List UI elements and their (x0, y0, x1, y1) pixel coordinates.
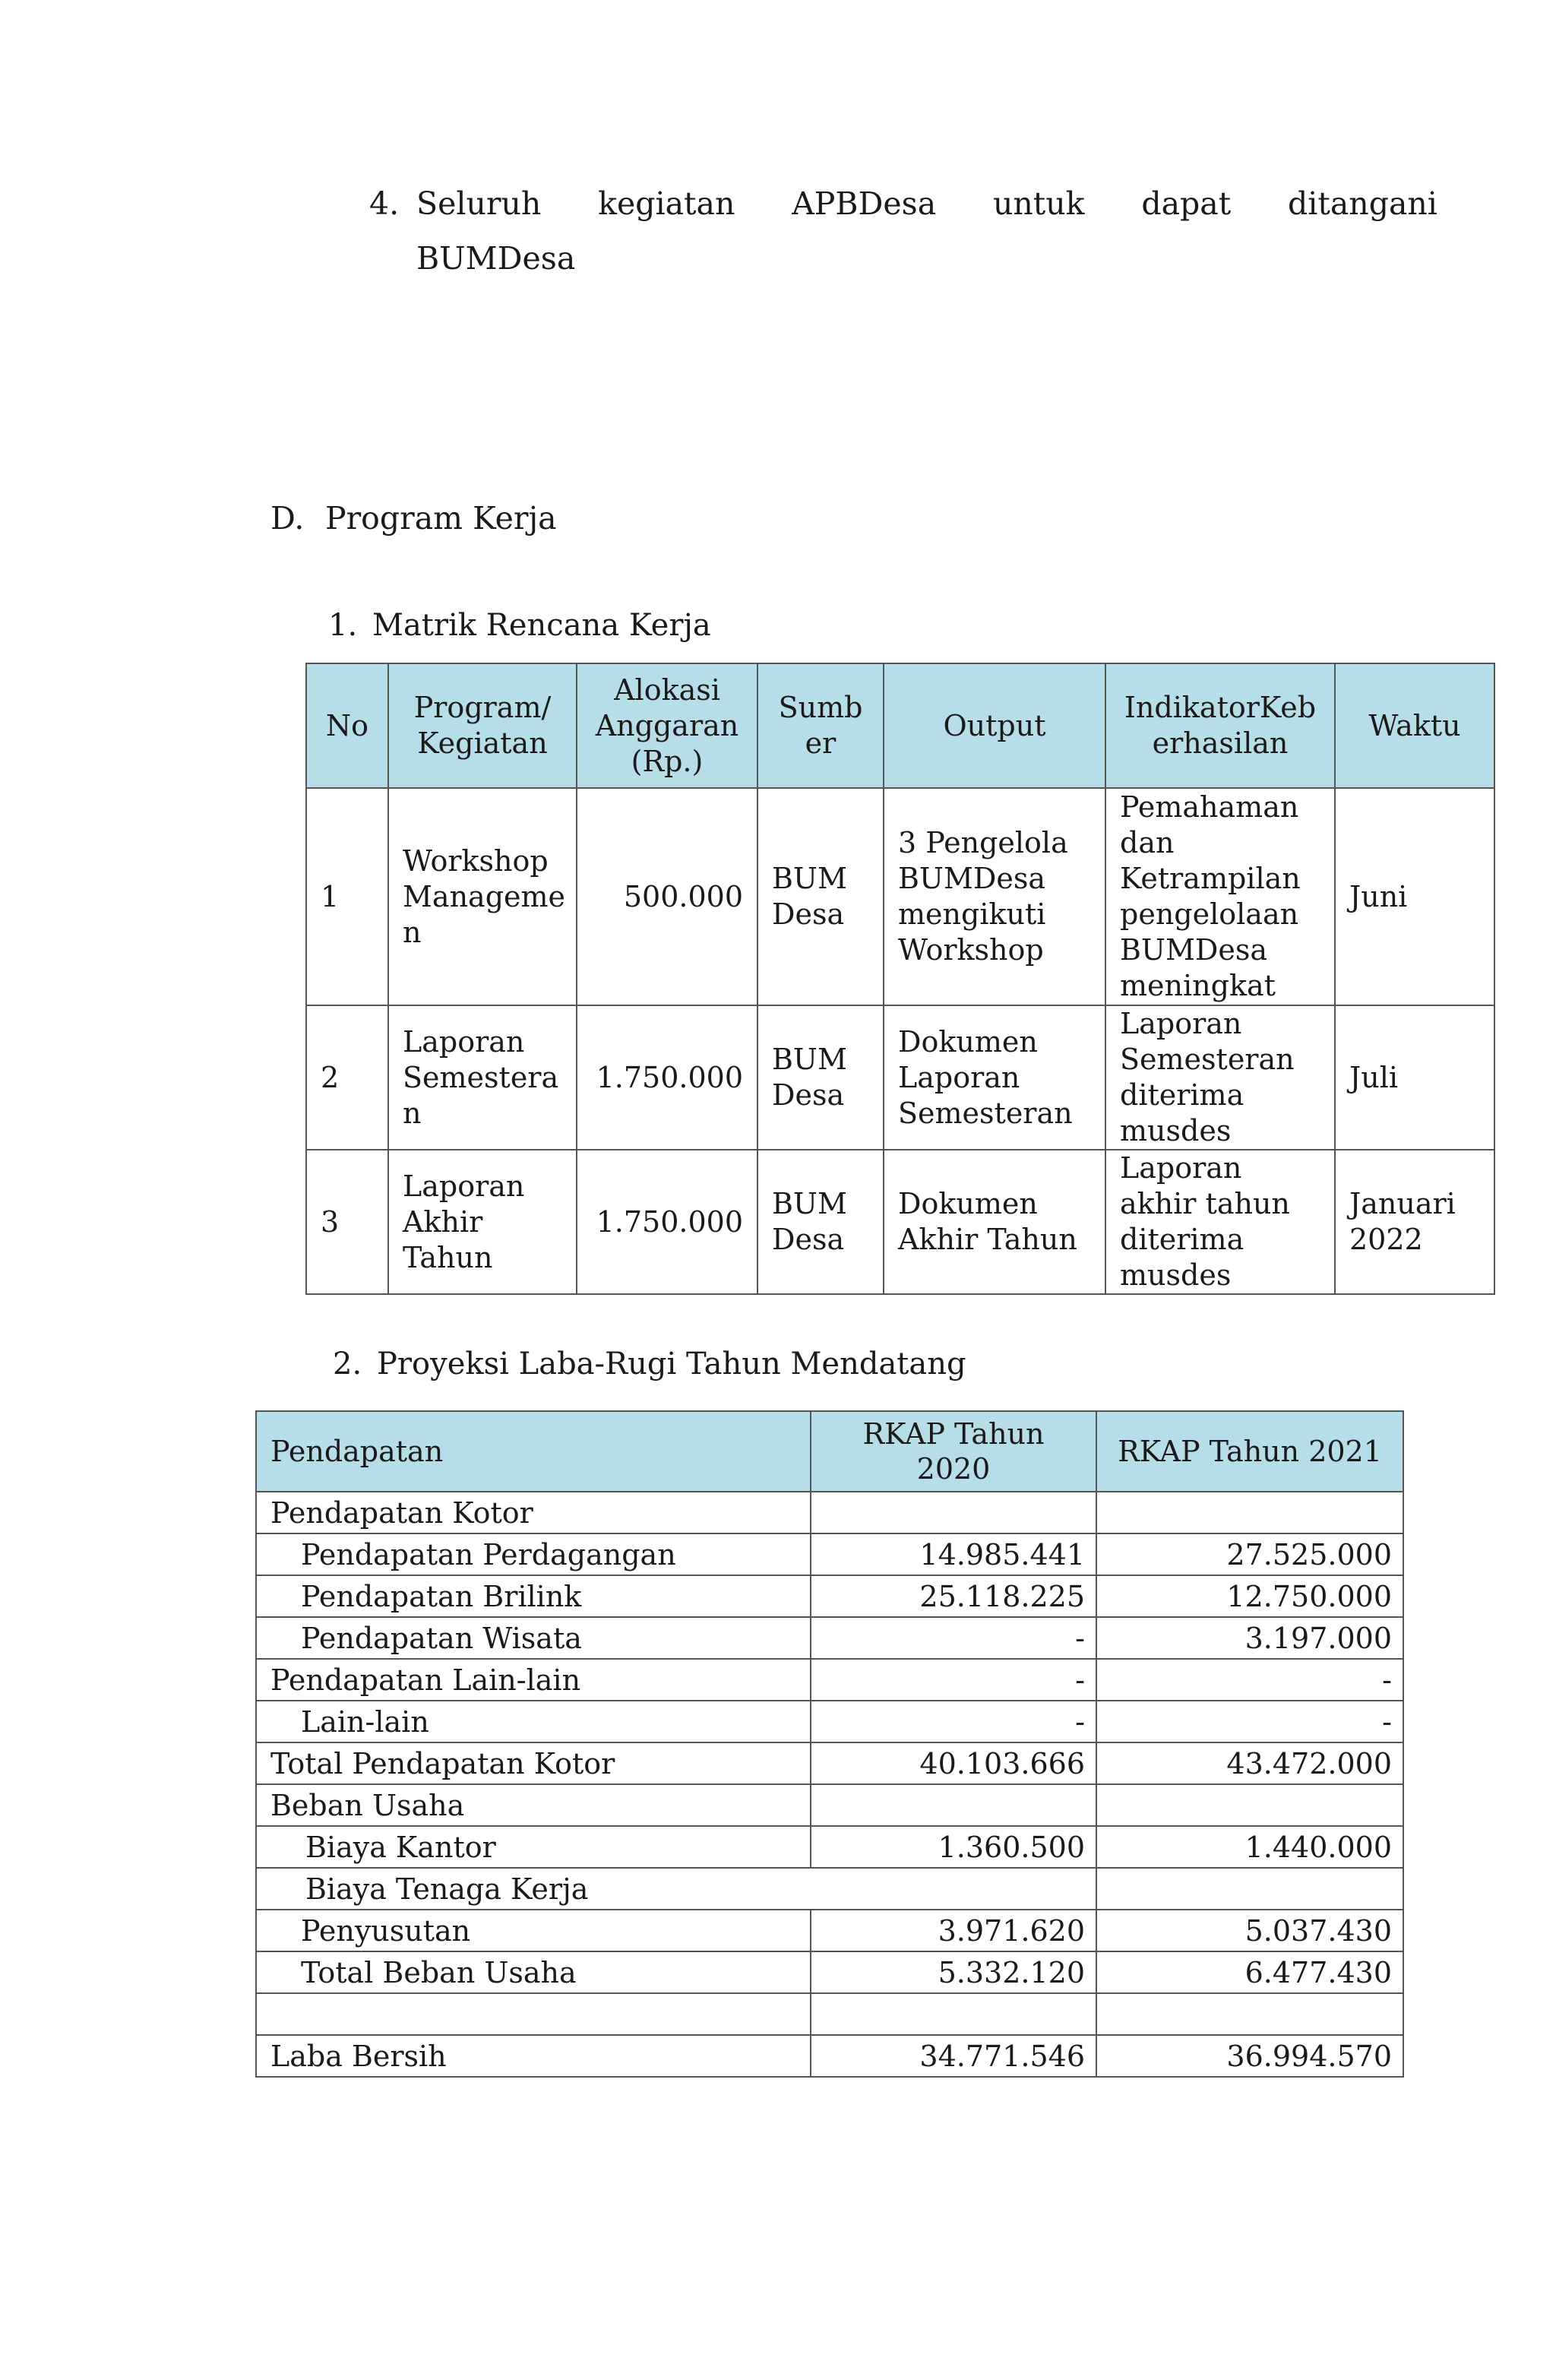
header-output: Output (884, 663, 1105, 788)
cell-2021: 6.477.430 (1096, 1951, 1403, 1993)
cell-no: 2 (306, 1005, 388, 1150)
cell-2020: - (811, 1617, 1096, 1659)
table-row (256, 1868, 1403, 1910)
row-label: Biaya Tenaga Kerja (256, 1868, 1096, 1910)
table-row (256, 1533, 1403, 1575)
cell-output: Dokumen Laporan Semesteran (884, 1005, 1105, 1150)
word: APBDesa (792, 185, 937, 222)
cell-2021: - (1096, 1701, 1403, 1742)
cell-program: Laporan Akhir Tahun (388, 1150, 577, 1294)
table-row (256, 1742, 1403, 1784)
header-indikator: IndikatorKeb erhasilan (1105, 663, 1335, 788)
cell-2020: 5.332.120 (811, 1951, 1096, 1993)
cell-2021: 5.037.430 (1096, 1910, 1403, 1951)
cell-program: Workshop Manageme n (388, 788, 577, 1005)
cell-indikator: Laporan akhir tahun diterima musdes (1105, 1150, 1335, 1294)
cell-sumber: BUM Desa (757, 1150, 884, 1294)
table-row (256, 1617, 1403, 1659)
table-row (256, 1826, 1403, 1868)
cell-indikator: Laporan Semesteran diterima musdes (1105, 1005, 1335, 1150)
word: kegiatan (598, 185, 735, 222)
cell-2020: 1.360.500 (811, 1826, 1096, 1868)
row-label: Pendapatan Perdagangan (256, 1533, 811, 1575)
row-label: Pendapatan Wisata (256, 1617, 811, 1659)
cell-2020 (811, 1993, 1096, 2035)
table-row (256, 1951, 1403, 1993)
row-label: Biaya Kantor (256, 1826, 811, 1868)
list-item-continuation: BUMDesa (416, 240, 576, 277)
table-row (306, 1005, 1494, 1150)
cell-2020 (811, 1784, 1096, 1826)
word: ditangani (1288, 185, 1437, 222)
header-program: Program/ Kegiatan (388, 663, 577, 788)
cell-2021: 3.197.000 (1096, 1617, 1403, 1659)
table-row (306, 1150, 1494, 1294)
cell-2021 (1096, 1784, 1403, 1826)
cell-2021: 36.994.570 (1096, 2035, 1403, 2077)
header-rkap-2020: RKAP Tahun 2020 (811, 1411, 1096, 1492)
row-label: Pendapatan Brilink (256, 1575, 811, 1617)
work-plan-table (305, 663, 1495, 1295)
word: untuk (992, 185, 1085, 222)
cell-2021: 1.440.000 (1096, 1826, 1403, 1868)
cell-waktu: Juli (1335, 1005, 1494, 1150)
subheading-title: Proyeksi Laba-Rugi Tahun Mendatang (377, 1347, 966, 1381)
row-label: Total Pendapatan Kotor (256, 1742, 811, 1784)
cell-alokasi: 1.750.000 (577, 1150, 757, 1294)
cell-2021: 27.525.000 (1096, 1533, 1403, 1575)
cell-output: 3 Pengelola BUMDesa mengikuti Workshop (884, 788, 1105, 1005)
cell-2021: - (1096, 1659, 1403, 1701)
row-label: Beban Usaha (256, 1784, 811, 1826)
table-row (256, 1701, 1403, 1742)
cell-alokasi: 1.750.000 (577, 1005, 757, 1150)
cell-no: 1 (306, 788, 388, 1005)
header-pendapatan: Pendapatan (256, 1411, 811, 1492)
row-label: Pendapatan Lain-lain (256, 1659, 811, 1701)
cell-alokasi: 500.000 (577, 788, 757, 1005)
table-header-row (256, 1411, 1403, 1492)
word: dapat (1141, 185, 1232, 222)
cell-2021: 12.750.000 (1096, 1575, 1403, 1617)
cell-2020: 3.971.620 (811, 1910, 1096, 1951)
row-label: Lain-lain (256, 1701, 811, 1742)
cell-sumber: BUM Desa (757, 788, 884, 1005)
cell-no: 3 (306, 1150, 388, 1294)
row-label (256, 1993, 811, 2035)
header-rkap-2021: RKAP Tahun 2021 (1096, 1411, 1403, 1492)
cell-waktu: Januari 2022 (1335, 1150, 1494, 1294)
table-row (256, 1910, 1403, 1951)
cell-2020 (811, 1492, 1096, 1533)
cell-2021: 43.472.000 (1096, 1742, 1403, 1784)
section-letter: D. (270, 500, 305, 536)
cell-2020: 34.771.546 (811, 2035, 1096, 2077)
cell-waktu: Juni (1335, 788, 1494, 1005)
cell-2020: 25.118.225 (811, 1575, 1096, 1617)
table-row (256, 1784, 1403, 1826)
table-row (306, 788, 1494, 1005)
table-row (256, 2035, 1403, 2077)
list-number: 4. (369, 185, 400, 222)
list-item-text (416, 176, 1437, 231)
cell-2020: 14.985.441 (811, 1533, 1096, 1575)
profit-loss-table (255, 1410, 1404, 2078)
header-waktu: Waktu (1335, 663, 1494, 788)
table-row (256, 1993, 1403, 2035)
row-label: Pendapatan Kotor (256, 1492, 811, 1533)
cell-2020: 40.103.666 (811, 1742, 1096, 1784)
row-label: Total Beban Usaha (256, 1951, 811, 1993)
header-alokasi: Alokasi Anggaran (Rp.) (577, 663, 757, 788)
row-label: Penyusutan (256, 1910, 811, 1951)
word: Seluruh (416, 185, 542, 222)
table-row (256, 1659, 1403, 1701)
row-label: Laba Bersih (256, 2035, 811, 2077)
cell-output: Dokumen Akhir Tahun (884, 1150, 1105, 1294)
section-title: Program Kerja (325, 500, 557, 536)
header-no: No (306, 663, 388, 788)
table-row (256, 1575, 1403, 1617)
cell-program: Laporan Semestera n (388, 1005, 577, 1150)
cell-2021 (1096, 1492, 1403, 1533)
header-sumber: Sumb er (757, 663, 884, 788)
cell-indikator: Pemahaman dan Ketrampilan pengelolaan BUMDesa meningkat (1105, 788, 1335, 1005)
subheading-title: Matrik Rencana Kerja (372, 608, 711, 643)
subheading-number: 2. (333, 1347, 362, 1381)
table-row (256, 1492, 1403, 1533)
cell-2021 (1096, 1993, 1403, 2035)
cell-sumber: BUM Desa (757, 1005, 884, 1150)
cell-2020: - (811, 1659, 1096, 1701)
subheading-number: 1. (328, 608, 358, 643)
cell-2021 (1096, 1868, 1403, 1910)
table-header-row (306, 663, 1494, 788)
cell-2020: - (811, 1701, 1096, 1742)
